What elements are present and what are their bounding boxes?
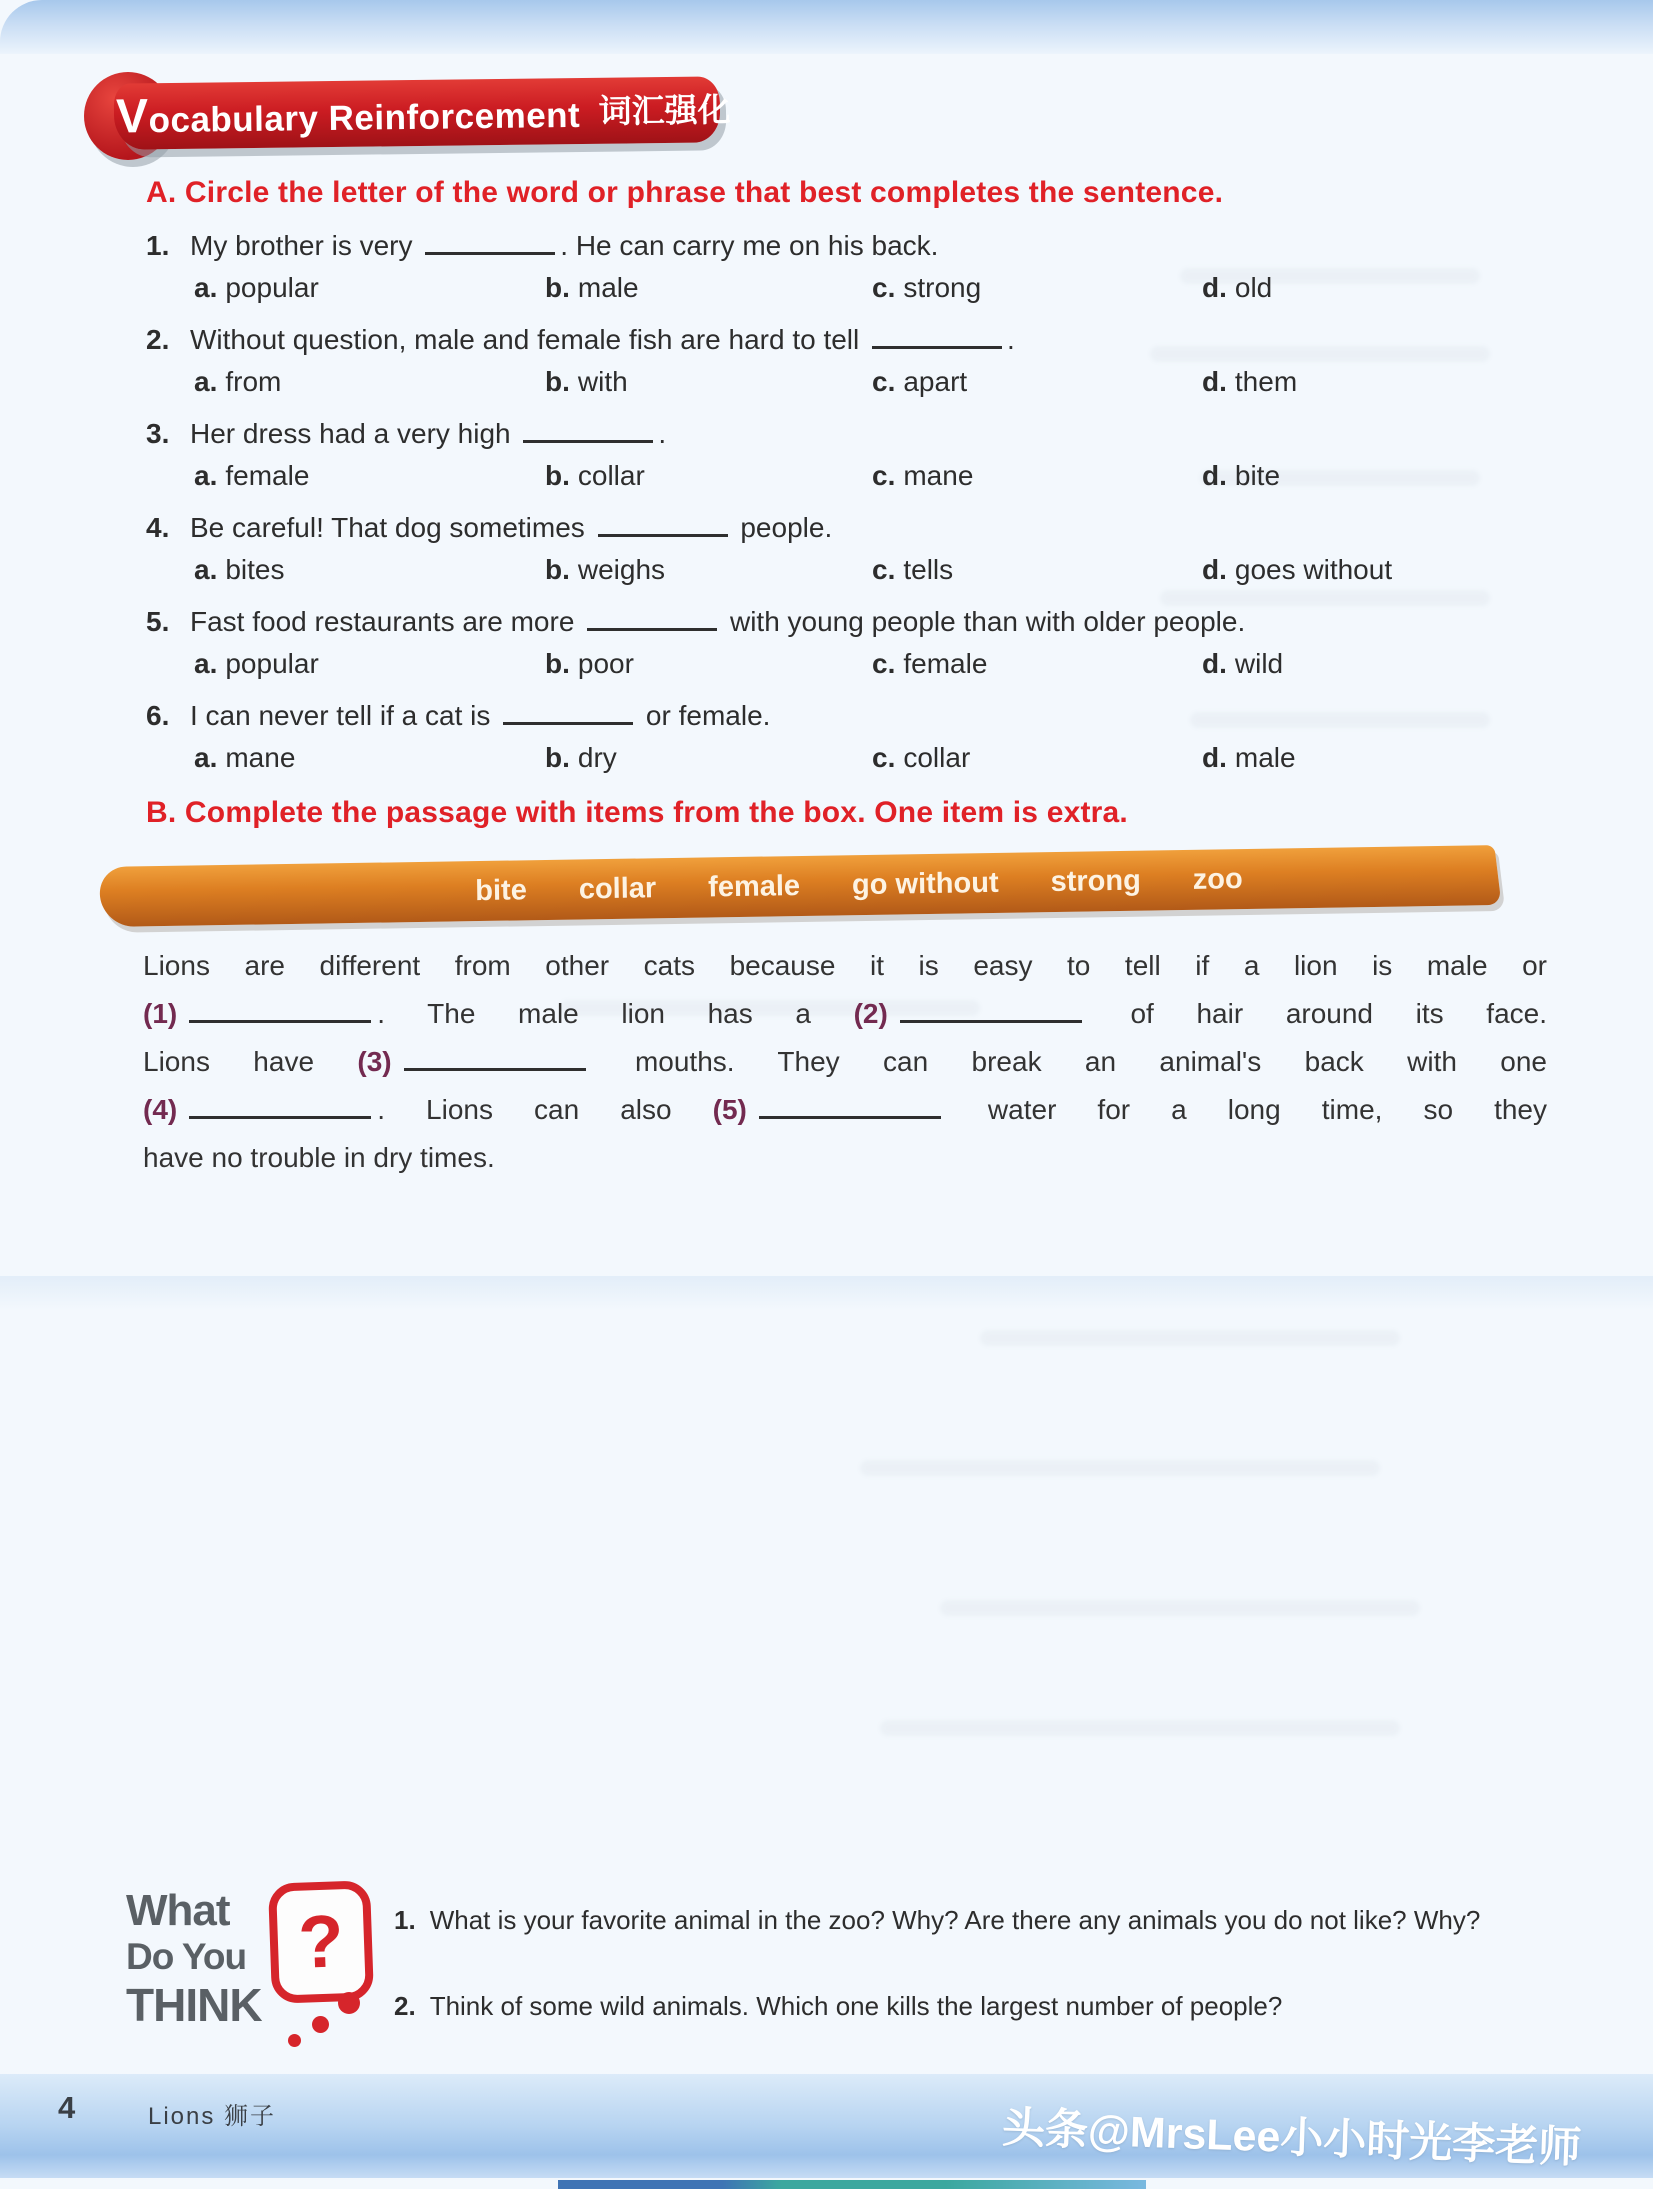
question-number: 3. [146, 418, 170, 449]
passage-text: Her dress had a very high [190, 418, 519, 449]
options-row [194, 549, 1576, 591]
question-block [146, 318, 1576, 403]
option [194, 267, 545, 309]
passage-text: Lions have [143, 1046, 358, 1077]
blank-number: (4) [143, 1094, 178, 1125]
question-mark-dot [338, 1992, 360, 2014]
logo-line-do-you: Do You [126, 1936, 247, 1977]
option-letter: a. [194, 366, 218, 397]
passage-text: have no trouble in dry times. [143, 1142, 495, 1173]
passage-line [143, 944, 1547, 992]
option-letter: b. [545, 272, 570, 303]
option-letter: c. [872, 460, 896, 491]
question-number: 6. [146, 700, 170, 731]
option [545, 267, 872, 309]
options-row [194, 267, 1576, 309]
option [872, 737, 1202, 779]
option [545, 737, 872, 779]
word-box-item: collar [578, 871, 657, 905]
passage-text: . The male lion has a [377, 998, 854, 1029]
question-number: 4. [146, 512, 170, 543]
option-letter: a. [194, 554, 218, 585]
blank-number: (3) [357, 1046, 392, 1077]
passage-text: with young people than with older people. [722, 606, 1246, 637]
banner-title-en: Vocabulary Reinforcement [115, 90, 581, 144]
question-mark-dot [288, 2034, 301, 2047]
option-letter: d. [1202, 460, 1227, 491]
option [872, 455, 1202, 497]
option [545, 643, 872, 685]
option-text: strong [903, 272, 982, 303]
question-number: 1. [146, 230, 170, 261]
word-box-item: zoo [1192, 862, 1243, 896]
options-row [194, 455, 1576, 497]
option [1202, 361, 1576, 403]
what-do-you-think-logo [126, 1886, 376, 2056]
option [194, 549, 545, 591]
option-letter: d. [1202, 648, 1227, 679]
passage-text: I can never tell if a cat is [190, 700, 499, 731]
option [1202, 267, 1576, 309]
section-a-heading: A. Circle the letter of the word or phrase that best completes the sentence. [146, 176, 1224, 209]
option-letter: a. [194, 648, 218, 679]
option-text: collar [903, 742, 971, 773]
fill-in-blank [425, 224, 555, 255]
option [194, 455, 545, 497]
word-box-item: bite [474, 873, 528, 907]
question-block [146, 694, 1576, 779]
option-letter: d. [1202, 366, 1227, 397]
option-text: them [1234, 366, 1298, 397]
think-question-text: What is your favorite animal in the zoo? Why? Are there any animals you do not like? Why? [429, 1905, 1481, 1935]
fill-in-blank [900, 992, 1082, 1023]
option-text: female [225, 460, 310, 491]
top-gradient-band [0, 0, 1653, 54]
passage-text: people. [732, 512, 833, 543]
option-letter: a. [194, 272, 218, 303]
bleed-through [980, 1330, 1400, 1346]
passage-text: . [1007, 324, 1015, 355]
passage-text: or female. [638, 700, 771, 731]
bleed-through [940, 1600, 1420, 1616]
bottom-edge-strip [558, 2180, 1146, 2189]
option [545, 361, 872, 403]
page-number: 4 [58, 2090, 76, 2125]
question-stem [146, 224, 1576, 267]
word-box-item: female [707, 869, 801, 903]
word-box-banner [96, 845, 1501, 927]
option-text: goes without [1234, 554, 1393, 585]
option [872, 549, 1202, 591]
question-block [146, 506, 1576, 591]
option-letter: c. [872, 554, 896, 585]
passage-text: mouths. They can break an animal's back with one [591, 1046, 1547, 1077]
option [545, 549, 872, 591]
option-text: tells [903, 554, 954, 585]
option-letter: a. [194, 742, 218, 773]
option-text: old [1234, 272, 1273, 303]
think-question-text: Think of some wild animals. Which one kills the largest number of people? [429, 1991, 1283, 2021]
passage-text: . Lions can also [377, 1094, 713, 1125]
option-letter: c. [872, 742, 896, 773]
option-letter: d. [1202, 272, 1227, 303]
option-letter: c. [872, 366, 896, 397]
passage-text: Be careful! That dog sometimes [190, 512, 593, 543]
option-text: male [1234, 742, 1296, 773]
banner-title-zh: 词汇强化 [598, 91, 731, 130]
blank-number: (5) [712, 1094, 747, 1125]
option [872, 361, 1202, 403]
passage-text: of hair around its face. [1087, 998, 1547, 1029]
think-question-number: 2. [394, 1991, 416, 2021]
word-box-item: go without [851, 866, 999, 901]
options-row [194, 737, 1576, 779]
option-letter: c. [872, 648, 896, 679]
option [1202, 549, 1576, 591]
question-stem [146, 506, 1576, 549]
blank-number: (1) [143, 998, 178, 1029]
question-block [146, 412, 1576, 497]
passage-line [143, 1136, 1547, 1184]
option-letter: b. [545, 742, 570, 773]
option [545, 455, 872, 497]
option [1202, 737, 1576, 779]
option-letter: c. [872, 272, 896, 303]
question-mark-icon: ? [268, 1880, 374, 2003]
option [194, 361, 545, 403]
option-text: collar [577, 460, 645, 491]
bleed-through [860, 1460, 1380, 1476]
option-letter: b. [545, 648, 570, 679]
fill-in-blank [503, 694, 633, 725]
question-stem [146, 318, 1576, 361]
watermark: 头条@MrsLee小小时光李老师 [1001, 2103, 1583, 2173]
think-questions [394, 1902, 1554, 2074]
option [194, 737, 545, 779]
passage-text: . [658, 418, 667, 449]
vocab-banner [84, 80, 731, 146]
question-mark-dot [312, 2016, 329, 2033]
option-text: with [577, 366, 628, 397]
word-box-words [100, 845, 1499, 927]
section-b-heading: B. Complete the passage with items from the box. One item is extra. [146, 796, 1128, 829]
option-text: poor [577, 648, 634, 679]
option [872, 643, 1202, 685]
options-row [194, 361, 1576, 403]
options-row [194, 643, 1576, 685]
cloze-passage [143, 944, 1547, 1184]
fill-in-blank [872, 318, 1002, 349]
option-letter: b. [545, 554, 570, 585]
think-question [394, 1902, 1554, 1938]
bleed-through [880, 1720, 1400, 1736]
fill-in-blank [189, 1088, 371, 1119]
fill-in-blank [404, 1040, 586, 1071]
option-text: weighs [577, 554, 666, 585]
section-divider-band [0, 1276, 1653, 1310]
fill-in-blank [587, 600, 717, 631]
option-text: female [903, 648, 988, 679]
option [1202, 455, 1576, 497]
blank-number: (2) [853, 998, 888, 1029]
word-box-item: strong [1050, 864, 1142, 898]
option-text: mane [225, 742, 296, 773]
passage-text: . He can carry me on his back. [560, 230, 939, 261]
fill-in-blank [523, 412, 653, 443]
logo-line-think: THINK [126, 1979, 262, 2031]
option-letter: d. [1202, 554, 1227, 585]
option-letter: b. [545, 460, 570, 491]
option-text: dry [577, 742, 617, 773]
think-question-number: 1. [394, 1905, 416, 1935]
option-text: bites [225, 554, 285, 585]
option [1202, 643, 1576, 685]
option-letter: a. [194, 460, 218, 491]
option-text: wild [1234, 648, 1284, 679]
option [872, 267, 1202, 309]
option-text: from [225, 366, 282, 397]
passage-line [143, 992, 1547, 1040]
option-text: popular [225, 648, 319, 679]
passage-text: Lions are different from other cats because it is easy to tell if a lion is male or [143, 950, 1547, 981]
option-text: bite [1234, 460, 1281, 491]
logo-line-what: What [126, 1886, 230, 1935]
question-stem [146, 412, 1576, 455]
passage-text: My brother is very [190, 230, 421, 261]
passage-line [143, 1040, 1547, 1088]
think-question [394, 1988, 1554, 2024]
fill-in-blank [598, 506, 728, 537]
passage-text: Without question, male and female fish are hard to tell [190, 324, 868, 355]
option-letter: d. [1202, 742, 1227, 773]
question-stem [146, 694, 1576, 737]
option-text: mane [903, 460, 974, 491]
question-stem [146, 600, 1576, 643]
question-number: 5. [146, 606, 170, 637]
option-text: apart [903, 366, 968, 397]
option-text: male [577, 272, 639, 303]
fill-in-blank [759, 1088, 941, 1119]
section-a-questions [146, 224, 1576, 788]
option [194, 643, 545, 685]
fill-in-blank [189, 992, 371, 1023]
question-block [146, 224, 1576, 309]
passage-text: water for a long time, so they [946, 1094, 1547, 1125]
option-letter: b. [545, 366, 570, 397]
passage-line [143, 1088, 1547, 1136]
question-number: 2. [146, 324, 170, 355]
option-text: popular [225, 272, 319, 303]
chapter-title: Lions 狮子 [148, 2103, 277, 2130]
passage-text: Fast food restaurants are more [190, 606, 583, 637]
question-block [146, 600, 1576, 685]
